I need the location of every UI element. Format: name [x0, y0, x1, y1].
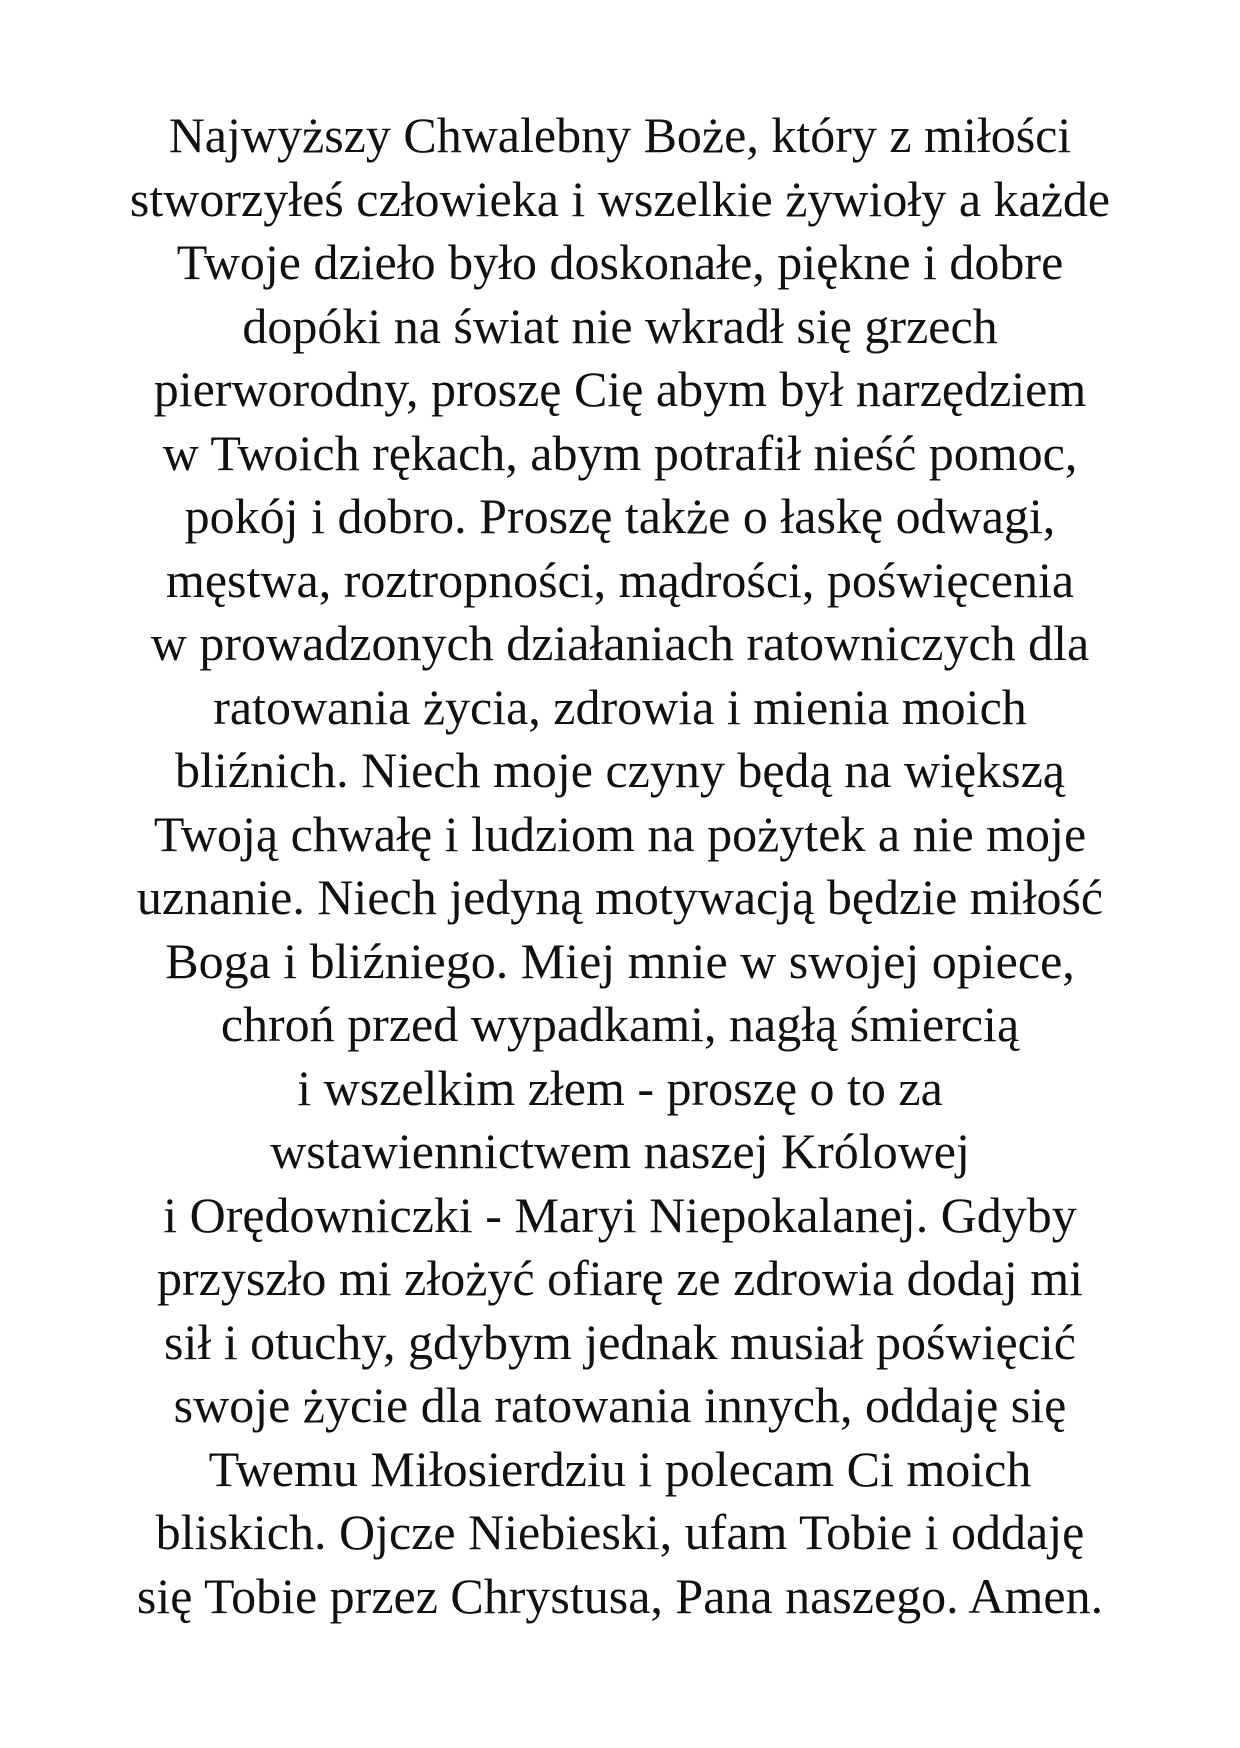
text-line: Twoje dzieło było doskonałe, piękne i dobre — [176, 234, 1064, 290]
text-line: stworzyłeś człowieka i wszelkie żywioły a każde — [129, 170, 1111, 227]
text-line: się Tobie przez Chrystusa, Pana naszego. Amen. — [136, 1567, 1104, 1624]
text-line: bliskich. Ojcze Niebieski, ufam Tobie i oddaję — [155, 1504, 1085, 1560]
text-line: dopóki na świat nie wkradł się grzech — [242, 297, 998, 354]
text-line: ratowania życia, zdrowia i mienia moich — [213, 678, 1027, 735]
text-line: uznanie. Niech jedyną motywacją będzie miłość — [136, 869, 1104, 925]
text-line: pokój i dobro. Proszę także o łaskę odwagi, — [184, 488, 1056, 544]
text-line: sił i otuchy, gdybym jednak musiał poświęcić — [164, 1313, 1076, 1370]
text-line: Twoją chwałę i ludziom na pożytek a nie moje — [153, 805, 1087, 862]
text-line: męstwa, roztropności, mądrości, poświęcenia — [165, 551, 1075, 608]
text-line: bliźnich. Niech moje czyny będą na większą — [175, 742, 1065, 798]
text-line: Boga i bliźniego. Miej mnie w swojej opiece, — [165, 932, 1075, 989]
text-line: Twemu Miłosierdziu i polecam Ci moich — [208, 1440, 1032, 1497]
text-line: i wszelkim złem - proszę o to za — [297, 1059, 943, 1116]
text-line: w Twoich rękach, abym potrafił nieść pomoc, — [162, 424, 1078, 481]
text-line: wstawiennictwem naszej Królowej — [270, 1123, 970, 1179]
text-line: Najwyższy Chwalebny Boże, który z miłości — [168, 107, 1072, 163]
text-line: w prowadzonych działaniach ratowniczych dla — [150, 615, 1090, 671]
text-line: przyszło mi złożyć ofiarę ze zdrowia dodaj mi — [156, 1250, 1083, 1306]
text-line: pierworodny, proszę Cię abym był narzędziem — [153, 361, 1087, 417]
text-line: swoje życie dla ratowania innych, oddaję się — [173, 1377, 1067, 1433]
prayer-text — [60, 104, 1180, 1628]
text-line: chroń przed wypadkami, nagłą śmiercią — [220, 996, 1020, 1052]
text-line: i Orędowniczki - Maryi Niepokalanej. Gdyby — [163, 1186, 1077, 1243]
